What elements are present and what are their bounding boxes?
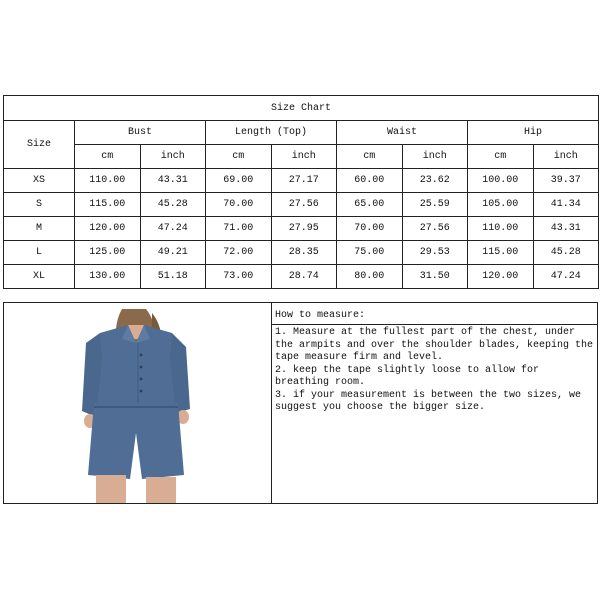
measure-step: 3. if your measurement is between the two sizes, we suggest you choose the bigger size.	[275, 389, 582, 413]
table-row	[4, 193, 599, 217]
table-cell: 110.00	[75, 169, 141, 193]
unit-header: inch	[271, 145, 337, 169]
table-cell: 120.00	[468, 265, 534, 289]
table-cell: 45.28	[533, 241, 599, 265]
table-cell: 41.34	[533, 193, 599, 217]
table-cell: 51.18	[140, 265, 206, 289]
table-cell: 47.24	[140, 217, 206, 241]
table-cell: 130.00	[75, 265, 141, 289]
table-cell: 27.56	[402, 217, 468, 241]
size-column-header: Size	[4, 121, 75, 169]
table-cell: 70.00	[337, 217, 403, 241]
table-cell: 23.62	[402, 169, 468, 193]
table-cell: 69.00	[206, 169, 272, 193]
table-cell: 105.00	[468, 193, 534, 217]
table-cell: 115.00	[75, 193, 141, 217]
size-cell: XS	[4, 169, 75, 193]
unit-header: cm	[468, 145, 534, 169]
table-cell: 45.28	[140, 193, 206, 217]
table-cell: 27.17	[271, 169, 337, 193]
how-to-measure-steps	[272, 325, 597, 503]
table-cell: 75.00	[337, 241, 403, 265]
waist-header: Waist	[337, 121, 468, 145]
model-wearing-blue-lounge-set-photo	[4, 303, 270, 503]
table-cell: 115.00	[468, 241, 534, 265]
measurement-guide-panel	[3, 302, 598, 504]
table-cell: 27.56	[271, 193, 337, 217]
unit-header: inch	[533, 145, 599, 169]
measure-step: 2. keep the tape slightly loose to allow for breathing room.	[275, 364, 540, 388]
table-cell: 71.00	[206, 217, 272, 241]
table-row	[4, 169, 599, 193]
table-row	[4, 217, 599, 241]
table-cell: 39.37	[533, 169, 599, 193]
table-cell: 125.00	[75, 241, 141, 265]
table-row	[4, 265, 599, 289]
table-cell: 27.95	[271, 217, 337, 241]
product-photo	[4, 303, 272, 503]
table-cell: 47.24	[533, 265, 599, 289]
unit-header: inch	[402, 145, 468, 169]
unit-header: inch	[140, 145, 206, 169]
unit-header: cm	[206, 145, 272, 169]
table-cell: 43.31	[140, 169, 206, 193]
size-cell: M	[4, 217, 75, 241]
table-cell: 28.35	[271, 241, 337, 265]
table-cell: 65.00	[337, 193, 403, 217]
how-to-measure-heading: How to measure:	[272, 303, 597, 325]
table-cell: 73.00	[206, 265, 272, 289]
table-row	[4, 241, 599, 265]
bust-header: Bust	[75, 121, 206, 145]
table-cell: 28.74	[271, 265, 337, 289]
unit-header: cm	[337, 145, 403, 169]
unit-header: cm	[75, 145, 141, 169]
table-cell: 25.59	[402, 193, 468, 217]
size-chart-table	[3, 95, 599, 289]
length-top-header: Length (Top)	[206, 121, 337, 145]
size-chart-title: Size Chart	[4, 96, 599, 121]
table-cell: 80.00	[337, 265, 403, 289]
table-cell: 60.00	[337, 169, 403, 193]
size-cell: L	[4, 241, 75, 265]
hip-header: Hip	[468, 121, 599, 145]
table-cell: 43.31	[533, 217, 599, 241]
size-cell: XL	[4, 265, 75, 289]
size-cell: S	[4, 193, 75, 217]
table-cell: 72.00	[206, 241, 272, 265]
table-cell: 29.53	[402, 241, 468, 265]
table-cell: 31.50	[402, 265, 468, 289]
measure-step: 1. Measure at the fullest part of the chest, under the armpits and over the shoulder blades, keeping the tape measure firm and level.	[275, 327, 594, 363]
table-cell: 49.21	[140, 241, 206, 265]
table-cell: 100.00	[468, 169, 534, 193]
table-cell: 110.00	[468, 217, 534, 241]
table-cell: 70.00	[206, 193, 272, 217]
table-cell: 120.00	[75, 217, 141, 241]
